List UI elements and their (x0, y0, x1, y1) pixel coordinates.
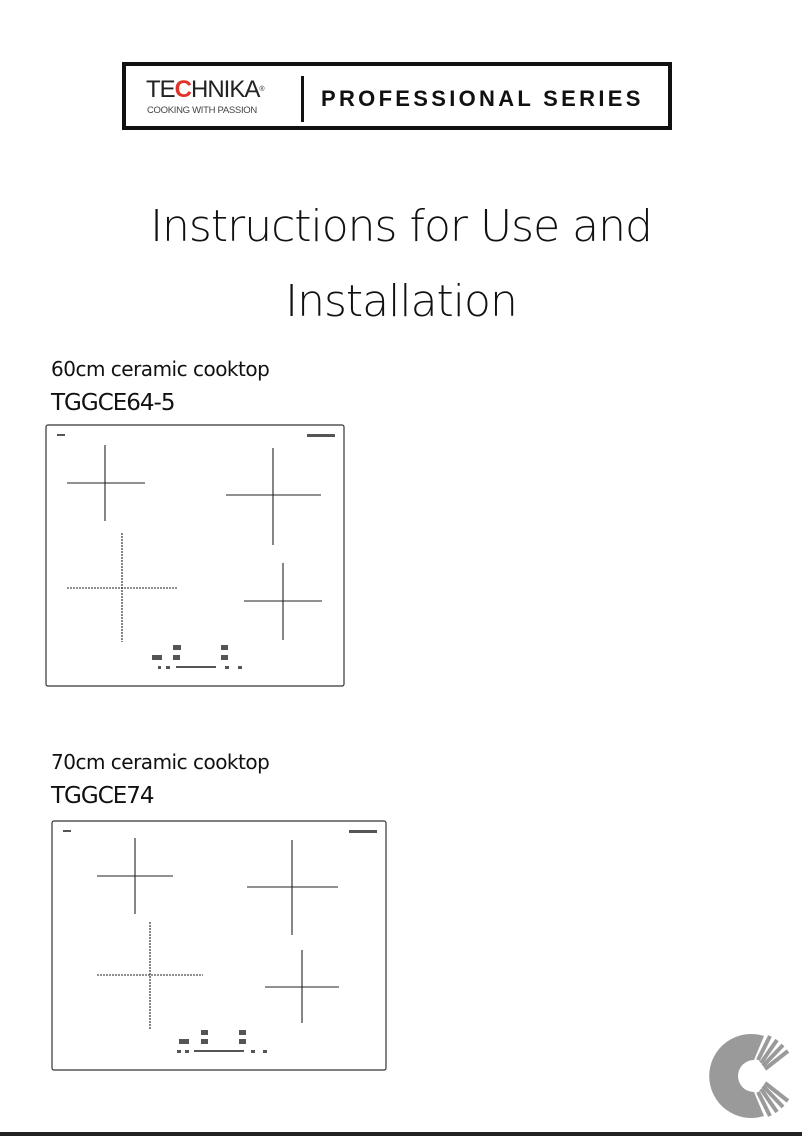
cooktop-70cm-diagram (51, 820, 387, 1072)
page-footer-rule (0, 1132, 802, 1136)
product-description: 60cm ceramic cooktop (51, 357, 270, 381)
product-description: 70cm ceramic cooktop (51, 750, 270, 774)
brand-logo-text: TECHNIKA® (146, 76, 264, 103)
logo-divider (301, 76, 304, 122)
document-title-line-1: Instructions for Use and (150, 201, 652, 252)
product-model: TGGCE74 (51, 783, 154, 809)
brand-tagline: COOKING WITH PASSION (147, 105, 257, 116)
technika-professional-series-logo (122, 62, 672, 130)
technika-c-brand-mark (704, 1030, 796, 1122)
product-model: TGGCE64-5 (51, 390, 175, 416)
document-title-line-2: Installation (285, 276, 517, 327)
cooktop-60cm-diagram (45, 424, 345, 688)
series-label: PROFESSIONAL SERIES (321, 86, 644, 111)
